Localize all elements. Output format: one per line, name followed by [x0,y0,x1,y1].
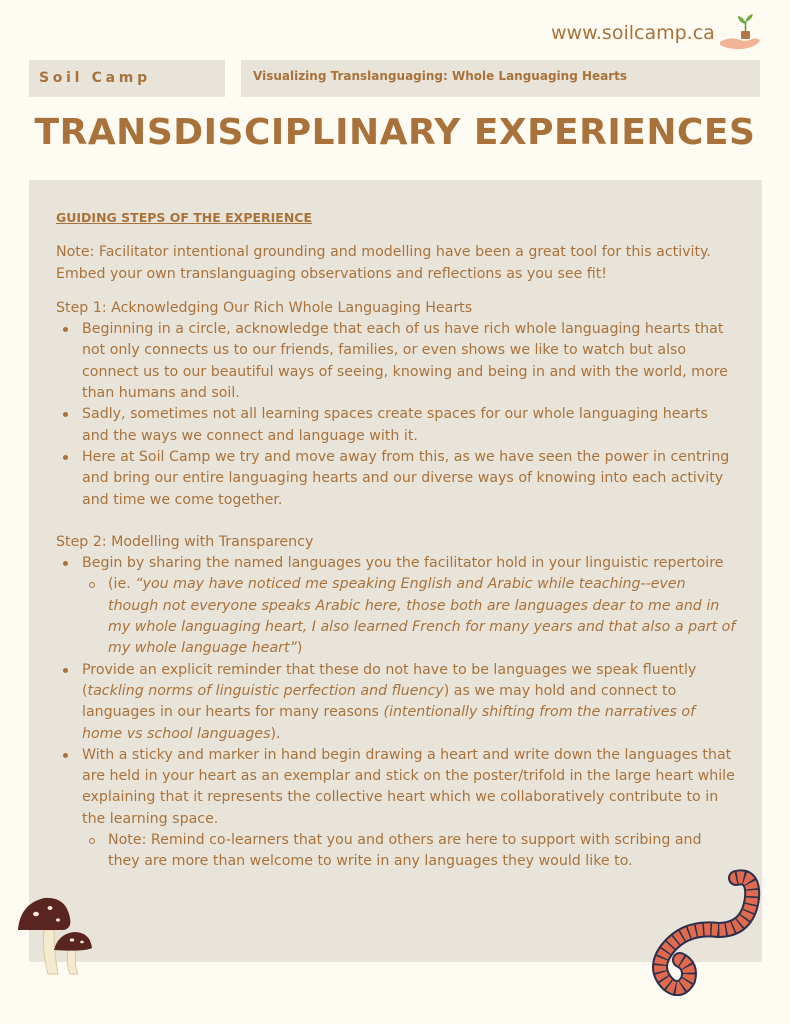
step-2-title: Step 2: Modelling with Transparency [56,533,314,550]
sub-list [82,830,736,873]
emphasis-text: (intentionally shifting from the narratives of home vs school languages [82,704,696,742]
list-item [82,553,736,659]
list-item-text: ) as we may hold and connect to languages in our hearts for many reasons [82,682,677,721]
list-item-text: ). [270,725,281,742]
seedling-hand-icon [716,12,762,52]
brand-label: Soil Camp [29,60,225,97]
content-panel [29,180,762,962]
list-item [82,660,736,745]
list-item-text: Provide an explicit reminder that these do not have to be languages we speak fluently ( [82,661,697,699]
emphasis-text: tackling norms of linguistic perfection and fluency [87,682,444,699]
list-item: Sadly, sometimes not all learning spaces create spaces for our whole languaging hearts and the ways we connect and language with it. [82,404,736,447]
mushroom-illustration [14,890,98,976]
step-1-list [56,319,736,511]
sub-list-item [108,574,736,659]
sub-list-item: Note: Remind co-learners that you and others are here to support with scribing and they are more than welcome to write in any languages they would like to. [108,830,736,873]
website-url[interactable]: www.soilcamp.ca [551,22,715,44]
activity-subtitle: Visualizing Translanguaging: Whole Languaging Hearts [241,60,760,97]
step-1-title: Step 1: Acknowledging Our Rich Whole Languaging Hearts [56,299,473,316]
list-item: Beginning in a circle, acknowledge that each of us have rich whole languaging hearts that not only connects us to our friends, families, or even shows we like to watch but also connect us to our beautiful ways of seeing, knowing and being in and with the world, more than humans and soil. [82,319,736,404]
worm-illustration [640,868,775,996]
section-heading: GUIDING STEPS OF THE EXPERIENCE [56,210,313,225]
list-item [82,745,736,873]
example-quote: “you may have noticed me speaking English and Arabic while teaching--even though not everyone speaks Arabic here, those both are languages dear to me and in my whole languaging heart, I also learned French for many years and that also a part of my whole language heart” [108,576,736,657]
page-title: TRANSDISCIPLINARY EXPERIENCES [34,112,756,153]
example-suffix: ) [296,640,303,657]
facilitator-note: Note: Facilitator intentional grounding and modelling have been a great tool for this activity. Embed your own translanguaging observations and reflections as you see fit! [56,244,711,282]
list-item: Here at Soil Camp we try and move away from this, as we have seen the power in centring and bring our entire languaging hearts and our diverse ways of knowing into each activity and time we come together. [82,447,736,511]
list-item-text: Begin by sharing the named languages you the facilitator hold in your linguistic repertoire [82,555,724,572]
list-item-text: With a sticky and marker in hand begin drawing a heart and write down the languages that are held in your heart as an exemplar and stick on the poster/trifold in the large heart while explaining that it represents the collective heart which we collaboratively contribute to in the learning space. [82,746,735,827]
step-2-list [56,553,736,872]
sub-list [82,574,736,659]
example-prefix: (ie. [108,576,136,593]
